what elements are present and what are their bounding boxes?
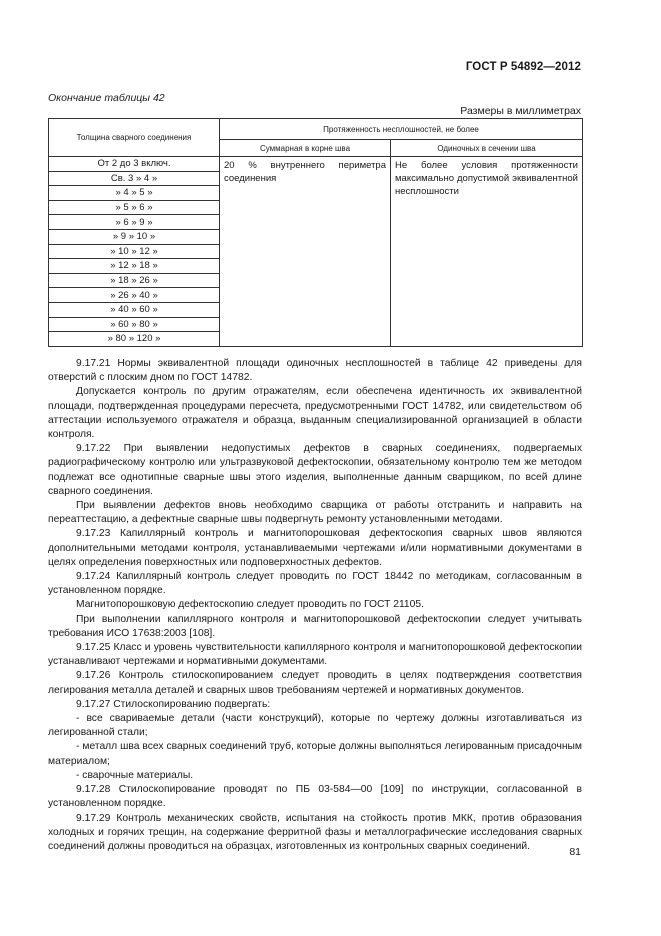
paragraph: 9.17.24 Капиллярный контроль следует проводить по ГОСТ 18442 по методикам, согласованным в установленном порядке. <box>48 571 582 597</box>
total-cell: 20 % внутреннего периметра соединения <box>220 157 391 347</box>
header-thickness: Толщина сварного соединения <box>49 119 220 157</box>
paragraph: 9.17.22 При выявлении недопустимых дефектов в сварных соединениях, подвергаемых радиографическому контролю или ультразвуковой дефектоскопии, обязательному контролю тем же методом подлежат все однотипные сварные швы этого изделия, выполненные данным сварщиком, по всей длине сварного соединения. <box>48 443 582 497</box>
thickness-cell: » 10 » 12 » <box>49 244 220 259</box>
standard-number: ГОСТ Р 54892—2012 <box>465 61 581 73</box>
paragraph: 9.17.26 Контроль стилоскопированием следует проводить в целях подтверждения соответствия легирования металла деталей и сварных швов требованиям чертежей и нормативных документов. <box>48 670 582 696</box>
thickness-cell: » 18 » 26 » <box>49 273 220 288</box>
paragraph: При выявлении дефектов вновь необходимо сварщика от работы отстранить и направить на переаттестацию, а дефектные сварные швы подвергнуть ремонту установленными методами. <box>48 500 582 526</box>
table-units: Размеры в миллиметрах <box>460 105 581 117</box>
paragraph: 9.17.27 Стилоскопированию подвергать: <box>76 698 271 710</box>
thickness-cell: » 26 » 40 » <box>49 288 220 303</box>
page-number: 81 <box>569 846 581 858</box>
thickness-cell: » 60 » 80 » <box>49 317 220 332</box>
paragraph: 9.17.23 Капиллярный контроль и магнитопорошковая дефектоскопия сварных швов являются дополнительными методами контроля, устанавливаемыми чертежами и/или нормативными документами в целях определения поверхностных или подповерхностных дефектов. <box>48 528 582 568</box>
thickness-cell: » 9 » 10 » <box>49 229 220 244</box>
list-item: - сварочные материалы. <box>76 769 194 781</box>
thickness-cell: От 2 до 3 включ. <box>49 157 220 172</box>
thickness-cell: » 4 » 5 » <box>49 186 220 201</box>
table-caption: Окончание таблицы 42 <box>48 92 165 104</box>
header-total: Суммарная в корне шва <box>220 140 391 157</box>
body-text <box>48 357 582 854</box>
list-item: - все свариваемые детали (части конструкций), которые по чертежу должны изготавливаться из легированной стали; <box>48 713 582 739</box>
paragraph: При выполнении капиллярного контроля и магнитопорошковой дефектоскопии следует учитывать требования ИСО 17638:2003 [108]. <box>48 613 582 639</box>
paragraph: Допускается контроль по другим отражателям, если обеспечена идентичность их эквивалентной площади, подтвержденная процедурами пересчета, предусмотренными ГОСТ 14782, или свидетельством об аттестации используемого отражателя и образца, выданным специализированной организацией в области контроля. <box>48 386 582 441</box>
paragraph: 9.17.21 Нормы эквивалентной площади одиночных несплошностей в таблице 42 приведены для отверстий с плоским дном по ГОСТ 14782. <box>48 358 582 384</box>
paragraph: Магнитопорошковую дефектоскопию следует проводить по ГОСТ 21105. <box>76 599 424 611</box>
thickness-cell: Св. 3 » 4 » <box>49 171 220 186</box>
paragraph: 9.17.25 Класс и уровень чувствительности капиллярного контроля и магнитопорошковой дефектоскопии устанавливают чертежами и нормативными документами. <box>48 642 582 668</box>
thickness-cell: » 5 » 6 » <box>49 200 220 215</box>
header-single: Одиночных в сечении шва <box>391 140 583 157</box>
header-length: Протяженность несплошностей, не более <box>220 119 583 140</box>
thickness-cell: » 6 » 9 » <box>49 215 220 230</box>
single-cell: Не более условия протяженности максимально допустимой эквивалентной несплошности <box>391 157 583 347</box>
thickness-cell: » 80 » 120 » <box>49 332 220 347</box>
paragraph: 9.17.29 Контроль механических свойств, испытания на стойкость против МКК, против образования холодных и горячих трещин, на содержание ферритной фазы и металлографические исследования сварных соединений должны проводиться на образцах, изготовленных из контрольных сварных соединений. <box>48 812 582 852</box>
list-item: - металл шва всех сварных соединений труб, которые должны выполняться легированным присадочным материалом; <box>48 741 582 767</box>
thickness-cell: » 12 » 18 » <box>49 259 220 274</box>
table-42 <box>48 118 583 347</box>
thickness-cell: » 40 » 60 » <box>49 302 220 317</box>
paragraph: 9.17.28 Стилоскопирование проводят по ПБ 03-584—00 [109] по инструкции, согласованной в установленном порядке. <box>48 784 582 810</box>
